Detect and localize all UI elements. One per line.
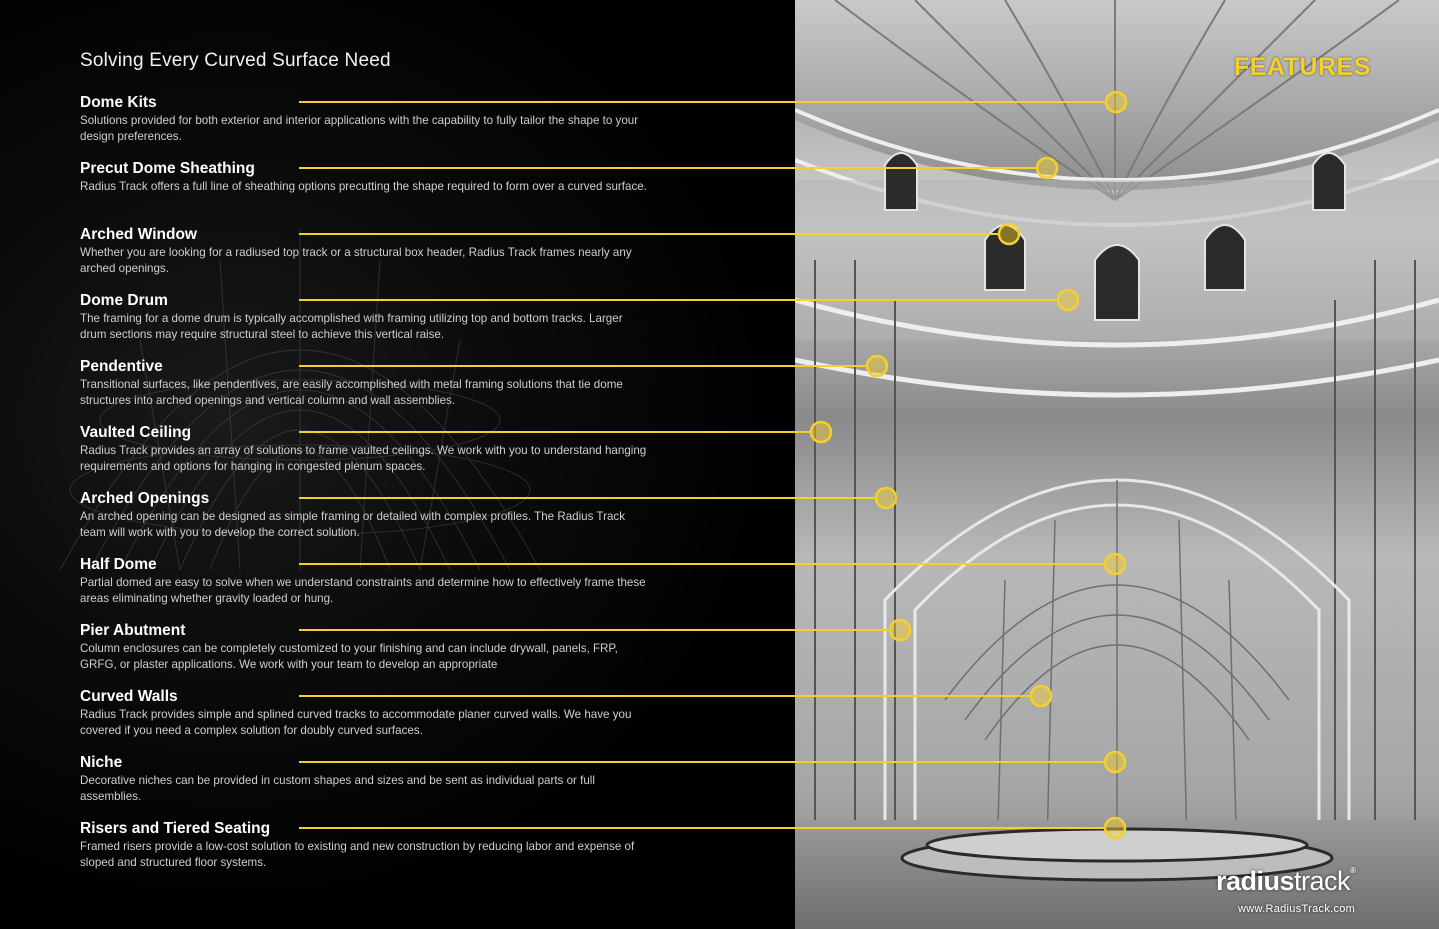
feature-item — [80, 688, 650, 739]
feature-description: The framing for a dome drum is typically accomplished with framing utilizing top and bottom tracks. Larger drum sections may require structural steel to achieve this vertical raise. — [80, 312, 623, 341]
radius-track-logo — [1216, 866, 1355, 897]
features-heading: FEATURES — [1234, 53, 1371, 81]
feature-item — [80, 292, 650, 343]
feature-item — [80, 556, 650, 607]
feature-item — [80, 622, 650, 673]
page-title: Solving Every Curved Surface Need — [80, 50, 391, 71]
feature-title: Precut Dome Sheathing — [80, 160, 255, 177]
feature-title: Curved Walls — [80, 688, 178, 705]
dome-framing-photo — [795, 0, 1439, 929]
feature-description: Solutions provided for both exterior and interior applications with the capability to fully tailor the shape to your design preferences. — [80, 114, 639, 143]
steel-framing-dome-image — [795, 0, 1439, 929]
feature-title: Arched Openings — [80, 490, 210, 507]
feature-description: Whether you are looking for a radiused top track or a structural box header, Radius Track frames nearly any arched openings. — [80, 246, 632, 275]
feature-item — [80, 94, 650, 145]
feature-description: Decorative niches can be provided in custom shapes and sizes and be sent as individual parts or full assemblies. — [80, 774, 595, 803]
feature-title: Vaulted Ceiling — [80, 424, 192, 441]
feature-item — [80, 358, 650, 409]
feature-title: Pendentive — [80, 358, 163, 375]
feature-item — [80, 424, 650, 475]
feature-description: An arched opening can be designed as simple framing or detailed with complex profiles. The Radius Track team will work with you to develop the correct solution. — [80, 510, 625, 539]
feature-description: Radius Track provides an array of solutions to frame vaulted ceilings. We work with you to understand hanging requirements and options for hanging in congested plenum spaces. — [80, 444, 647, 473]
feature-title: Niche — [80, 754, 123, 771]
logo-word-track: track — [1294, 866, 1351, 896]
registered-mark: ® — [1350, 866, 1356, 875]
feature-title: Dome Drum — [80, 292, 168, 309]
logo-word-radius: radius — [1216, 866, 1295, 896]
feature-description: Partial domed are easy to solve when we understand constraints and determine how to effectively frame these areas eliminating whether gravity loaded or hung. — [80, 576, 646, 605]
feature-description: Radius Track offers a full line of sheathing options precutting the shape required to form over a curved surface. — [80, 180, 647, 193]
feature-title: Risers and Tiered Seating — [80, 820, 271, 837]
feature-description: Transitional surfaces, like pendentives, are easily accomplished with metal framing solutions that tie dome structures into arched openings and vertical column and wall assemblies. — [80, 378, 623, 407]
feature-title: Half Dome — [80, 556, 157, 573]
feature-description: Column enclosures can be completely customized to your finishing and can include drywall, panels, FRP, GRFG, or plaster applications. We work with your team to develop an appropriate — [80, 642, 618, 671]
feature-title: Dome Kits — [80, 94, 157, 111]
feature-item — [80, 820, 650, 871]
feature-item — [80, 754, 650, 805]
feature-item — [80, 490, 650, 541]
feature-description: Radius Track provides simple and splined curved tracks to accommodate planer curved walls. We have you covered if you need a complex solution for doubly curved surfaces. — [80, 708, 632, 737]
feature-title: Arched Window — [80, 226, 197, 243]
feature-item — [80, 160, 650, 195]
feature-description: Framed risers provide a low-cost solution to existing and new construction by reducing labor and expense of sloped and structured floor systems. — [80, 840, 635, 869]
feature-item — [80, 226, 650, 277]
website-url: www.RadiusTrack.com — [1238, 903, 1356, 915]
feature-title: Pier Abutment — [80, 622, 186, 639]
